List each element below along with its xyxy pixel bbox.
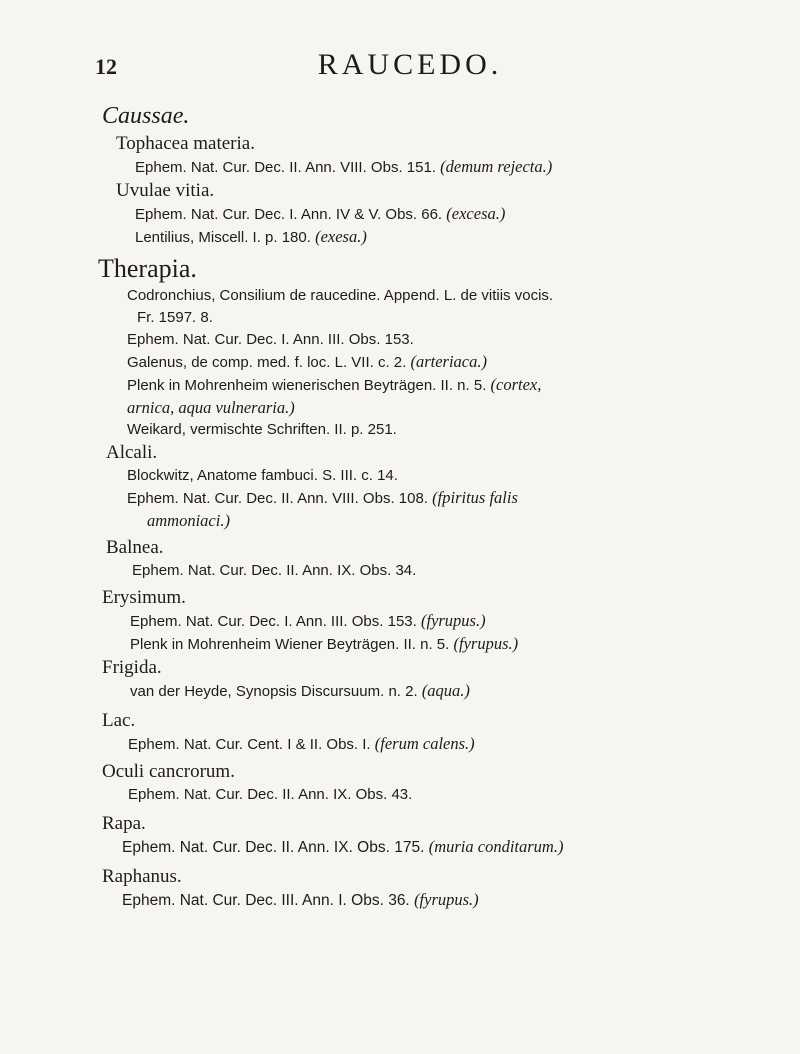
reference-citation: Galenus, de comp. med. f. loc. L. VII. c. 2. xyxy=(127,354,407,371)
entry-heading: Uvulae vitia. xyxy=(116,180,215,201)
entry-heading: Lac. xyxy=(102,710,136,731)
reference-citation: Ephem. Nat. Cur. Dec. II. Ann. VIII. Obs. 151. xyxy=(135,159,436,176)
reference-line xyxy=(127,285,782,329)
reference-line xyxy=(127,465,782,487)
entry-heading: Frigida. xyxy=(102,657,162,678)
reference-citation: Ephem. Nat. Cur. Dec. I. Ann. III. Obs. 153. xyxy=(130,613,417,630)
reference-citation: Ephem. Nat. Cur. Dec. III. Ann. I. Obs. 36. xyxy=(122,892,410,909)
reference-note-continuation: arnica, aqua vulneraria.) xyxy=(127,398,295,417)
reference-citation: Ephem. Nat. Cur. Dec. II. Ann. IX. Obs. 43. xyxy=(128,786,413,803)
reference-line xyxy=(127,351,782,374)
reference-citation: Plenk in Mohrenheim Wiener Beyträgen. II. n. 5. xyxy=(130,636,450,653)
reference-note: (fyrupus.) xyxy=(414,890,479,909)
entry-heading: Raphanus. xyxy=(102,866,182,887)
reference-citation: van der Heyde, Synopsis Discursuum. n. 2. xyxy=(130,683,418,700)
reference-line xyxy=(135,226,782,249)
page-number: 12 xyxy=(95,54,117,79)
reference-line xyxy=(128,733,782,756)
reference-continuation: Fr. 1597. 8. xyxy=(137,309,213,326)
reference-citation: Ephem. Nat. Cur. Dec. I. Ann. III. Obs. 153. xyxy=(127,331,414,348)
reference-citation: Ephem. Nat. Cur. Cent. I & II. Obs. I. xyxy=(128,736,371,753)
reference-citation: Ephem. Nat. Cur. Dec. I. Ann. IV & V. Obs. 66. xyxy=(135,206,443,223)
reference-line xyxy=(135,203,782,226)
reference-line xyxy=(127,374,782,419)
reference-line xyxy=(128,784,782,806)
entry-heading: Balnea. xyxy=(106,537,164,558)
entry-heading: Rapa. xyxy=(102,813,146,834)
reference-citation: Ephem. Nat. Cur. Dec. II. Ann. IX. Obs. 34. xyxy=(132,562,417,579)
reference-line xyxy=(130,633,782,656)
reference-note: (muria conditarum.) xyxy=(428,837,564,856)
reference-citation: Plenk in Mohrenheim wienerischen Beyträgen. II. n. 5. xyxy=(127,377,487,394)
reference-line xyxy=(127,487,782,532)
reference-note: (exesa.) xyxy=(315,227,367,246)
page-header xyxy=(0,48,800,88)
reference-line xyxy=(130,680,782,703)
reference-citation: Codronchius, Consilium de raucedine. Append. L. de vitiis vocis. xyxy=(127,287,554,304)
reference-note: (excesa.) xyxy=(446,204,506,223)
reference-citation: Blockwitz, Anatome fambuci. S. III. c. 14. xyxy=(127,467,398,484)
reference-line xyxy=(132,560,782,582)
body-text xyxy=(98,100,782,912)
reference-note: (fpiritus falis xyxy=(432,488,518,507)
reference-citation: Ephem. Nat. Cur. Dec. II. Ann. VIII. Obs. 108. xyxy=(127,490,428,507)
running-title: RAUCEDO. xyxy=(317,48,503,81)
reference-line xyxy=(130,610,782,633)
reference-note: (arteriaca.) xyxy=(410,352,487,371)
entry-heading: Erysimum. xyxy=(102,587,186,608)
section-title-caussae: Caussae. xyxy=(102,103,190,129)
reference-citation: Ephem. Nat. Cur. Dec. II. Ann. IX. Obs. 175. xyxy=(122,839,425,856)
reference-note: (cortex, xyxy=(490,375,542,394)
reference-line xyxy=(127,419,782,441)
reference-note-continuation: ammoniaci.) xyxy=(147,511,230,530)
reference-note: (demum rejecta.) xyxy=(440,157,553,176)
reference-line xyxy=(127,329,782,351)
reference-note: (aqua.) xyxy=(421,681,470,700)
reference-line xyxy=(135,156,782,179)
section-title-therapia: Therapia. xyxy=(98,254,197,283)
reference-line xyxy=(122,836,782,859)
reference-citation: Weikard, vermischte Schriften. II. p. 251. xyxy=(127,421,397,438)
reference-note: (fyrupus.) xyxy=(420,611,486,630)
entry-heading: Tophacea materia. xyxy=(116,133,255,154)
entry-heading: Oculi cancrorum. xyxy=(102,761,235,782)
reference-note: (ferum calens.) xyxy=(374,734,475,753)
entry-heading: Alcali. xyxy=(106,442,158,463)
reference-citation: Lentilius, Miscell. I. p. 180. xyxy=(135,229,311,246)
reference-note: (fyrupus.) xyxy=(453,634,519,653)
reference-line xyxy=(122,889,782,912)
